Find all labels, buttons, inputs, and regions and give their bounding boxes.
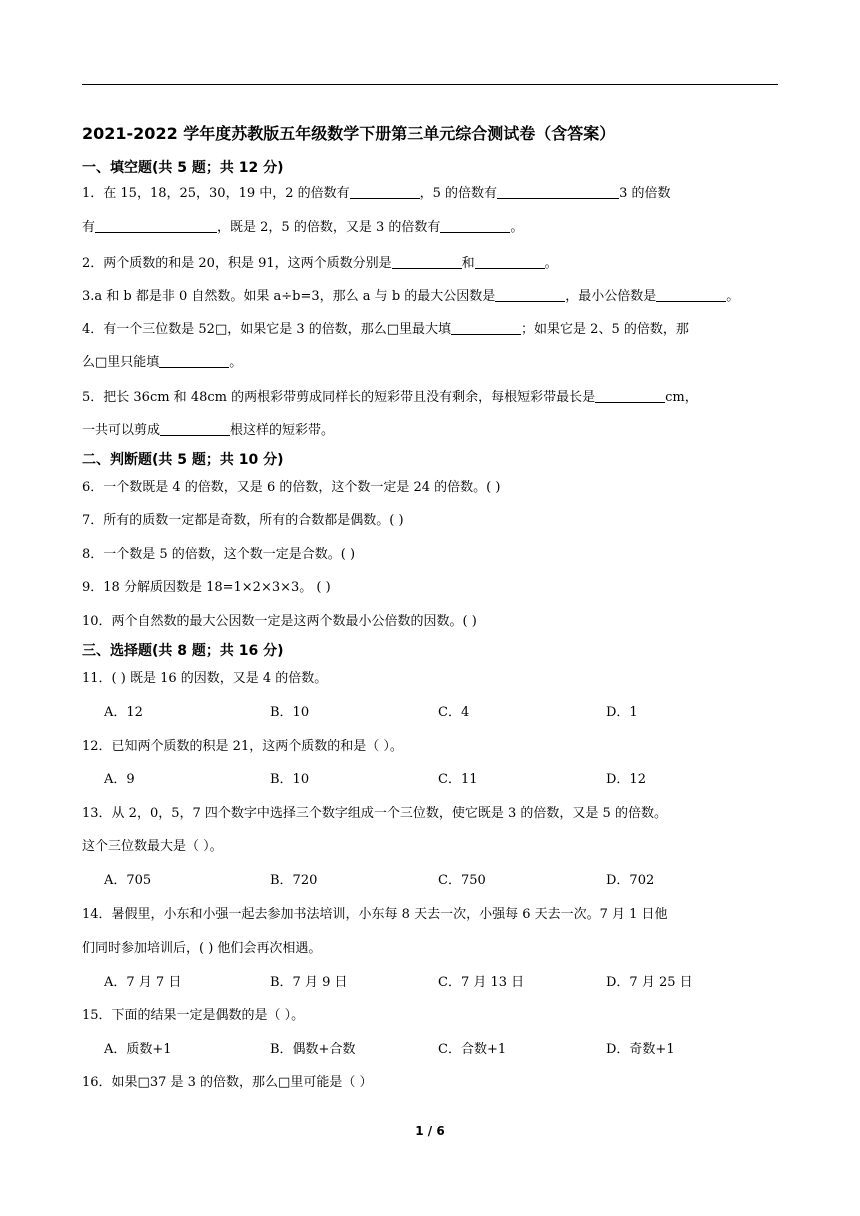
option-d[interactable]: D．1	[606, 705, 638, 720]
question-14-line-1: 14．暑假里，小东和小强一起去参加书法培训，小东每 8 天去一次，小强每 6 天去一次。7 月 1 日他	[82, 907, 668, 922]
answer-blank[interactable]	[350, 184, 420, 199]
q2-text: 。	[544, 256, 558, 271]
q2-text: 2．两个质数的和是 20，积是 91，这两个质数分别是	[82, 256, 392, 271]
section-fill-in: 一、填空题(共 5 题；共 12 分)	[82, 160, 284, 176]
q3-text: 。	[726, 289, 740, 304]
q5-text: cm，	[665, 390, 698, 405]
answer-blank[interactable]	[451, 320, 521, 335]
q5-text: 5．把长 36cm 和 48cm 的两根彩带剪成同样长的短彩带且没有剩余，每根短彩带最长是	[82, 390, 596, 405]
q1-text: 有	[82, 220, 96, 235]
header-rule	[82, 84, 778, 85]
section-multiple-choice: 三、选择题(共 8 题；共 16 分)	[82, 643, 284, 659]
option-b[interactable]: B．720	[270, 873, 318, 888]
question-7: 7．所有的质数一定都是奇数，所有的合数都是偶数。( )	[82, 513, 404, 528]
option-d[interactable]: D．702	[606, 873, 655, 888]
q1-text: ，既是 2，5 的倍数，又是 3 的倍数有	[217, 220, 441, 235]
option-c[interactable]: C．4	[438, 705, 470, 720]
answer-blank[interactable]	[595, 388, 665, 403]
q1-text: 1．在 15，18，25，30，19 中，2 的倍数有	[82, 186, 350, 201]
option-a[interactable]: A．7 月 7 日	[104, 975, 182, 990]
q5-text: 一共可以剪成	[82, 423, 161, 438]
question-5-line-1	[82, 388, 782, 408]
q4-text: ；如果它是 2、5 的倍数，那	[521, 322, 689, 337]
question-2	[82, 254, 782, 274]
q4-text: 。	[229, 355, 243, 370]
option-b[interactable]: B．偶数+合数	[270, 1042, 356, 1057]
option-a[interactable]: A．质数+1	[104, 1042, 172, 1057]
page-number: 1 / 6	[415, 1124, 445, 1138]
question-6: 6．一个数既是 4 的倍数，又是 6 的倍数，这个数一定是 24 的倍数。( )	[82, 480, 501, 495]
answer-blank[interactable]	[656, 287, 726, 302]
q5-text: 根这样的短彩带。	[230, 423, 335, 438]
q1-text: ，5 的倍数有	[419, 186, 498, 201]
question-9: 9．18 分解质因数是 18=1×2×3×3。 ( )	[82, 580, 331, 595]
question-13-line-1: 13．从 2，0，5，7 四个数字中选择三个数字组成一个三位数，使它既是 3 的倍数，又是 5 的倍数。	[82, 806, 667, 821]
option-c[interactable]: C．11	[438, 772, 478, 787]
option-a[interactable]: A．705	[104, 873, 152, 888]
question-1-line-1	[82, 184, 782, 204]
answer-blank[interactable]	[95, 218, 217, 233]
answer-blank[interactable]	[392, 254, 462, 269]
q4-text: 么□里只能填	[82, 355, 160, 370]
question-12: 12．已知两个质数的积是 21，这两个质数的和是（ ）。	[82, 739, 403, 754]
option-c[interactable]: C．合数+1	[438, 1042, 507, 1057]
question-11: 11．( ) 既是 16 的因数，又是 4 的倍数。	[82, 671, 328, 686]
answer-blank[interactable]	[160, 421, 230, 436]
q1-text: 。	[510, 220, 524, 235]
option-a[interactable]: A．12	[104, 705, 143, 720]
option-c[interactable]: C．750	[438, 873, 486, 888]
q2-text: 和	[461, 256, 475, 271]
question-10: 10．两个自然数的最大公因数一定是这两个数最小公倍数的因数。( )	[82, 614, 477, 629]
question-15: 15．下面的结果一定是偶数的是（ ）。	[82, 1008, 305, 1023]
page-title: 2021-2022 学年度苏教版五年级数学下册第三单元综合测试卷（含答案）	[82, 124, 616, 143]
question-16: 16．如果□37 是 3 的倍数，那么□里可能是（ ）	[82, 1075, 373, 1090]
question-1-line-2	[82, 218, 782, 238]
question-3	[82, 287, 782, 307]
option-c[interactable]: C．7 月 13 日	[438, 975, 525, 990]
question-5-line-2	[82, 421, 782, 441]
option-b[interactable]: B．10	[270, 772, 310, 787]
option-d[interactable]: D．12	[606, 772, 646, 787]
q1-text: 3 的倍数	[619, 186, 671, 201]
answer-blank[interactable]	[475, 254, 545, 269]
section-true-false: 二、判断题(共 5 题；共 10 分)	[82, 452, 284, 468]
answer-blank[interactable]	[159, 353, 229, 368]
option-a[interactable]: A．9	[104, 772, 135, 787]
q3-text: 3.a 和 b 都是非 0 自然数。如果 a÷b=3，那么 a 与 b 的最大公因数是	[82, 289, 496, 304]
answer-blank[interactable]	[495, 287, 565, 302]
option-b[interactable]: B．7 月 9 日	[270, 975, 348, 990]
q3-text: ，最小公倍数是	[565, 289, 657, 304]
question-8: 8．一个数是 5 的倍数，这个数一定是合数。( )	[82, 547, 356, 562]
option-d[interactable]: D．奇数+1	[606, 1042, 675, 1057]
question-13-line-2: 这个三位数最大是（ ）。	[82, 839, 223, 854]
question-4-line-2	[82, 353, 782, 373]
question-4-line-1	[82, 320, 782, 340]
option-d[interactable]: D．7 月 25 日	[606, 975, 693, 990]
question-14-line-2: 们同时参加培训后，( ) 他们会再次相遇。	[82, 941, 322, 956]
q4-text: 4．有一个三位数是 52□，如果它是 3 的倍数，那么□里最大填	[82, 322, 452, 337]
answer-blank[interactable]	[440, 218, 510, 233]
answer-blank[interactable]	[497, 184, 619, 199]
option-b[interactable]: B．10	[270, 705, 310, 720]
